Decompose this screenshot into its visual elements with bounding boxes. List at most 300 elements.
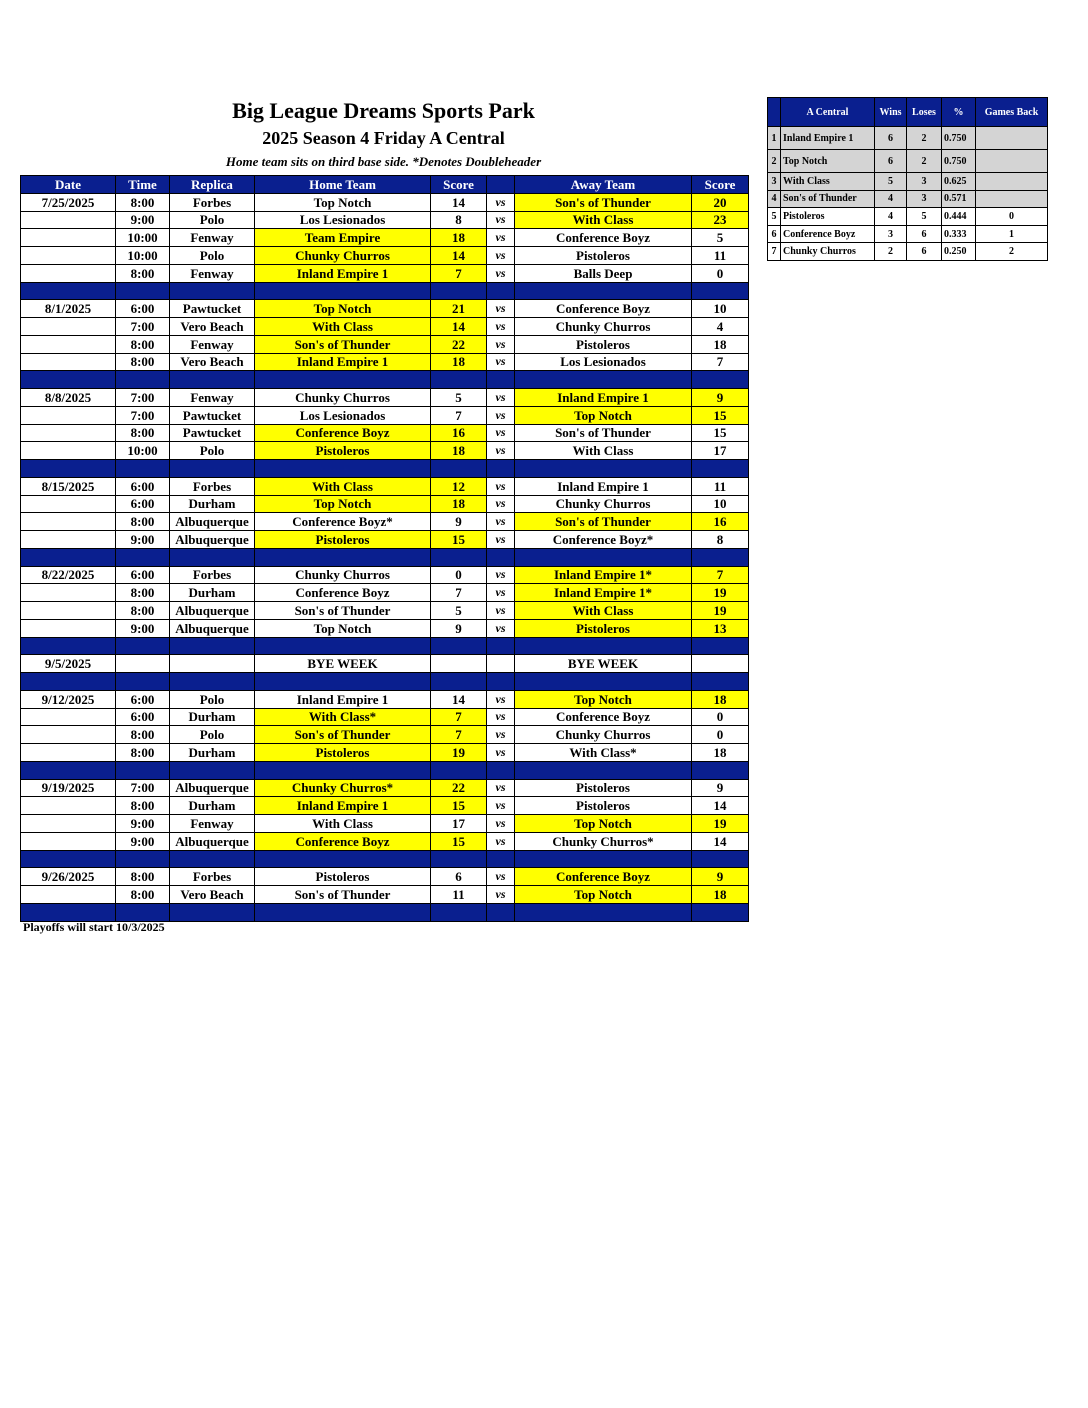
game-date: 8/8/2025: [21, 389, 116, 407]
game-row: [21, 477, 749, 495]
home-team: Top Notch: [255, 495, 431, 513]
home-score: 7: [431, 726, 487, 744]
standings-games-back: [976, 127, 1048, 150]
separator-cell: [515, 371, 692, 389]
separator-cell: [255, 637, 431, 655]
separator-cell: [431, 637, 487, 655]
standings-team: Son's of Thunder: [781, 190, 875, 208]
game-field: Fenway: [170, 229, 255, 247]
game-date: [21, 353, 116, 371]
home-score: 18: [431, 495, 487, 513]
vs-label: vs: [487, 247, 515, 265]
standings-col-loses: Loses: [907, 98, 942, 127]
week-separator-row: [21, 761, 749, 779]
vs-label: vs: [487, 779, 515, 797]
schedule-body: [21, 193, 749, 921]
game-row: [21, 513, 749, 531]
game-field: Forbes: [170, 477, 255, 495]
game-date: [21, 406, 116, 424]
away-score: 18: [692, 744, 749, 762]
standings-wins: 5: [875, 173, 907, 191]
game-date: [21, 584, 116, 602]
standings-games-back: 1: [976, 225, 1048, 243]
standings-col-pct: %: [942, 98, 976, 127]
home-team: Pistoleros: [255, 744, 431, 762]
game-field: Durham: [170, 584, 255, 602]
standings-pct: 0.333: [942, 225, 976, 243]
separator-cell: [431, 282, 487, 300]
game-date: 8/1/2025: [21, 300, 116, 318]
home-score: 14: [431, 690, 487, 708]
standings-row: [768, 190, 1048, 208]
away-team: Top Notch: [515, 690, 692, 708]
standings-col-games-back: Games Back: [976, 98, 1048, 127]
game-row: [21, 211, 749, 229]
game-row: [21, 264, 749, 282]
game-row: [21, 495, 749, 513]
col-vs: [487, 176, 515, 194]
week-separator-row: [21, 850, 749, 868]
game-field: Forbes: [170, 566, 255, 584]
home-team: With Class: [255, 477, 431, 495]
separator-cell: [431, 371, 487, 389]
home-score: 16: [431, 424, 487, 442]
away-team: BYE WEEK: [515, 655, 692, 673]
separator-cell: [487, 282, 515, 300]
away-team: Pistoleros: [515, 247, 692, 265]
home-team: Pistoleros: [255, 531, 431, 549]
separator-cell: [515, 637, 692, 655]
vs-label: vs: [487, 477, 515, 495]
home-score: 6: [431, 868, 487, 886]
away-score: 11: [692, 247, 749, 265]
game-row: [21, 229, 749, 247]
standings-team: Pistoleros: [781, 208, 875, 226]
game-field: Albuquerque: [170, 832, 255, 850]
away-team: With Class*: [515, 744, 692, 762]
game-field: Durham: [170, 495, 255, 513]
vs-label: vs: [487, 708, 515, 726]
game-time: 10:00: [116, 442, 170, 460]
separator-cell: [21, 548, 116, 566]
home-score: 14: [431, 193, 487, 211]
game-field: Polo: [170, 211, 255, 229]
away-score: 14: [692, 832, 749, 850]
vs-label: vs: [487, 584, 515, 602]
game-date: [21, 744, 116, 762]
game-time: 8:00: [116, 513, 170, 531]
standings-games-back: 0: [976, 208, 1048, 226]
home-score: 14: [431, 318, 487, 336]
away-score: 16: [692, 513, 749, 531]
game-row: [21, 797, 749, 815]
separator-cell: [515, 903, 692, 921]
vs-label: vs: [487, 690, 515, 708]
standings-rank: 5: [768, 208, 781, 226]
standings-team: With Class: [781, 173, 875, 191]
standings-games-back: [976, 190, 1048, 208]
game-date: 8/22/2025: [21, 566, 116, 584]
separator-cell: [116, 761, 170, 779]
standings-pct: 0.250: [942, 243, 976, 261]
separator-cell: [255, 673, 431, 691]
game-time: 8:00: [116, 886, 170, 904]
standings-rank: 4: [768, 190, 781, 208]
away-team: With Class: [515, 211, 692, 229]
standings-loses: 6: [907, 243, 942, 261]
vs-label: vs: [487, 193, 515, 211]
away-team: Inland Empire 1*: [515, 566, 692, 584]
week-separator-row: [21, 460, 749, 478]
standings-pct: 0.750: [942, 150, 976, 173]
page-title: Big League Dreams Sports Park: [232, 98, 535, 123]
game-row: [21, 247, 749, 265]
game-date: [21, 424, 116, 442]
home-score: 5: [431, 602, 487, 620]
separator-cell: [487, 637, 515, 655]
game-time: 8:00: [116, 744, 170, 762]
game-row: [21, 602, 749, 620]
away-team: Son's of Thunder: [515, 513, 692, 531]
away-team: With Class: [515, 442, 692, 460]
separator-cell: [116, 548, 170, 566]
separator-cell: [431, 850, 487, 868]
game-row: [21, 832, 749, 850]
home-score: 19: [431, 744, 487, 762]
standings-team: Inland Empire 1: [781, 127, 875, 150]
vs-label: vs: [487, 353, 515, 371]
game-time: 8:00: [116, 353, 170, 371]
separator-cell: [487, 673, 515, 691]
bye-week-row: [21, 655, 749, 673]
home-team: Conference Boyz: [255, 584, 431, 602]
game-date: [21, 264, 116, 282]
away-score: 9: [692, 868, 749, 886]
separator-cell: [692, 761, 749, 779]
game-field: Fenway: [170, 264, 255, 282]
vs-label: vs: [487, 406, 515, 424]
game-date: [21, 886, 116, 904]
game-field: Vero Beach: [170, 886, 255, 904]
separator-cell: [170, 850, 255, 868]
home-score: 8: [431, 211, 487, 229]
home-team: BYE WEEK: [255, 655, 431, 673]
game-date: 9/12/2025: [21, 690, 116, 708]
standings-rank: 6: [768, 225, 781, 243]
game-row: [21, 815, 749, 833]
game-time: 7:00: [116, 406, 170, 424]
home-team: Conference Boyz: [255, 832, 431, 850]
away-score: 19: [692, 815, 749, 833]
vs-label: vs: [487, 389, 515, 407]
col-time: Time: [116, 176, 170, 194]
home-score: 7: [431, 584, 487, 602]
game-date: [21, 531, 116, 549]
game-time: 6:00: [116, 708, 170, 726]
game-field: Durham: [170, 708, 255, 726]
vs-label: vs: [487, 602, 515, 620]
standings-col-wins: Wins: [875, 98, 907, 127]
away-team: Pistoleros: [515, 797, 692, 815]
separator-cell: [116, 282, 170, 300]
away-score: 18: [692, 886, 749, 904]
home-score: 0: [431, 566, 487, 584]
game-time: 8:00: [116, 335, 170, 353]
home-team: Conference Boyz*: [255, 513, 431, 531]
separator-cell: [487, 850, 515, 868]
away-score: 4: [692, 318, 749, 336]
separator-cell: [116, 903, 170, 921]
vs-label: vs: [487, 744, 515, 762]
game-time: 9:00: [116, 619, 170, 637]
away-score: 7: [692, 353, 749, 371]
standings-wins: 4: [875, 190, 907, 208]
away-score: 13: [692, 619, 749, 637]
away-score: 18: [692, 690, 749, 708]
away-score: 9: [692, 779, 749, 797]
home-team: Top Notch: [255, 619, 431, 637]
away-team: Conference Boyz: [515, 708, 692, 726]
separator-cell: [431, 460, 487, 478]
vs-label: vs: [487, 797, 515, 815]
game-field: Durham: [170, 797, 255, 815]
vs-label: vs: [487, 442, 515, 460]
vs-label: vs: [487, 566, 515, 584]
game-time: 7:00: [116, 318, 170, 336]
away-team: Top Notch: [515, 815, 692, 833]
separator-cell: [170, 371, 255, 389]
separator-cell: [170, 460, 255, 478]
game-field: Polo: [170, 247, 255, 265]
game-date: 9/26/2025: [21, 868, 116, 886]
game-row: [21, 300, 749, 318]
home-score: 18: [431, 442, 487, 460]
standings-team: Chunky Churros: [781, 243, 875, 261]
vs-label: vs: [487, 318, 515, 336]
game-date: [21, 442, 116, 460]
game-date: 9/5/2025: [21, 655, 116, 673]
game-time: 6:00: [116, 566, 170, 584]
standings-col-rank: [768, 98, 781, 127]
home-score: 15: [431, 797, 487, 815]
home-score: 9: [431, 619, 487, 637]
game-time: 7:00: [116, 779, 170, 797]
game-time: 8:00: [116, 868, 170, 886]
home-team: With Class*: [255, 708, 431, 726]
game-time: 8:00: [116, 797, 170, 815]
schedule-header-row: [21, 176, 749, 194]
game-date: [21, 318, 116, 336]
vs-label: vs: [487, 211, 515, 229]
week-separator-row: [21, 548, 749, 566]
standings-games-back: [976, 150, 1048, 173]
game-row: [21, 193, 749, 211]
game-date: [21, 247, 116, 265]
away-score: 0: [692, 708, 749, 726]
standings-body: [768, 127, 1048, 261]
game-field: Polo: [170, 690, 255, 708]
separator-cell: [487, 460, 515, 478]
home-team: Pistoleros: [255, 868, 431, 886]
game-field: Polo: [170, 442, 255, 460]
standings-team: Conference Boyz: [781, 225, 875, 243]
separator-cell: [170, 637, 255, 655]
game-row: [21, 424, 749, 442]
home-team: Inland Empire 1: [255, 264, 431, 282]
game-date: 7/25/2025: [21, 193, 116, 211]
home-score: 15: [431, 832, 487, 850]
game-row: [21, 406, 749, 424]
away-team: Pistoleros: [515, 619, 692, 637]
col-away-score: Score: [692, 176, 749, 194]
separator-cell: [170, 761, 255, 779]
home-score: 12: [431, 477, 487, 495]
schedule-table: [20, 175, 749, 922]
standings-wins: 6: [875, 150, 907, 173]
away-team: Top Notch: [515, 886, 692, 904]
game-field: Vero Beach: [170, 353, 255, 371]
separator-cell: [21, 761, 116, 779]
game-field: Albuquerque: [170, 779, 255, 797]
game-row: [21, 886, 749, 904]
game-field: Fenway: [170, 335, 255, 353]
standings-row: [768, 225, 1048, 243]
vs-label: vs: [487, 619, 515, 637]
standings-col-team: A Central: [781, 98, 875, 127]
game-field: Pawtucket: [170, 424, 255, 442]
separator-cell: [255, 761, 431, 779]
away-team: Inland Empire 1: [515, 477, 692, 495]
game-date: [21, 211, 116, 229]
home-score: 18: [431, 353, 487, 371]
game-field: Pawtucket: [170, 300, 255, 318]
away-score: 7: [692, 566, 749, 584]
game-row: [21, 318, 749, 336]
separator-cell: [170, 673, 255, 691]
separator-cell: [255, 371, 431, 389]
away-team: Conference Boyz: [515, 868, 692, 886]
game-date: [21, 797, 116, 815]
game-time: 8:00: [116, 424, 170, 442]
vs-label: vs: [487, 229, 515, 247]
standings-games-back: 2: [976, 243, 1048, 261]
game-row: [21, 726, 749, 744]
game-time: 9:00: [116, 832, 170, 850]
home-score: 14: [431, 247, 487, 265]
away-score: 18: [692, 335, 749, 353]
away-score: 8: [692, 531, 749, 549]
home-team: Chunky Churros: [255, 247, 431, 265]
home-team: With Class: [255, 318, 431, 336]
standings-rank: 2: [768, 150, 781, 173]
standings-games-back: [976, 173, 1048, 191]
home-team: Inland Empire 1: [255, 353, 431, 371]
standings-pct: 0.444: [942, 208, 976, 226]
game-row: [21, 353, 749, 371]
standings-rank: 1: [768, 127, 781, 150]
game-date: [21, 495, 116, 513]
home-team: Conference Boyz: [255, 424, 431, 442]
separator-cell: [21, 282, 116, 300]
game-time: 8:00: [116, 602, 170, 620]
home-team: Los Lesionados: [255, 211, 431, 229]
separator-cell: [21, 637, 116, 655]
vs-label: [487, 655, 515, 673]
separator-cell: [21, 371, 116, 389]
away-team: Chunky Churros: [515, 318, 692, 336]
col-home-team: Home Team: [255, 176, 431, 194]
away-score: 15: [692, 424, 749, 442]
game-row: [21, 335, 749, 353]
away-score: 19: [692, 584, 749, 602]
away-team: With Class: [515, 602, 692, 620]
separator-cell: [21, 673, 116, 691]
separator-cell: [21, 903, 116, 921]
separator-cell: [487, 371, 515, 389]
game-date: [21, 832, 116, 850]
game-time: 10:00: [116, 247, 170, 265]
separator-cell: [170, 548, 255, 566]
game-field: Albuquerque: [170, 513, 255, 531]
col-home-score: Score: [431, 176, 487, 194]
away-team: Inland Empire 1: [515, 389, 692, 407]
standings-pct: 0.625: [942, 173, 976, 191]
standings-rank: 3: [768, 173, 781, 191]
standings-row: [768, 243, 1048, 261]
separator-cell: [692, 673, 749, 691]
game-time: 9:00: [116, 211, 170, 229]
away-team: Son's of Thunder: [515, 424, 692, 442]
game-row: [21, 779, 749, 797]
standings-team: Top Notch: [781, 150, 875, 173]
home-team: Chunky Churros: [255, 389, 431, 407]
separator-cell: [515, 282, 692, 300]
game-field: Fenway: [170, 815, 255, 833]
standings-loses: 2: [907, 127, 942, 150]
standings-header-row: [768, 98, 1048, 127]
away-team: Conference Boyz*: [515, 531, 692, 549]
game-date: [21, 229, 116, 247]
separator-cell: [487, 761, 515, 779]
standings-wins: 6: [875, 127, 907, 150]
away-score: 23: [692, 211, 749, 229]
away-team: Balls Deep: [515, 264, 692, 282]
separator-cell: [255, 850, 431, 868]
game-time: 6:00: [116, 690, 170, 708]
home-score: 9: [431, 513, 487, 531]
standings-loses: 6: [907, 225, 942, 243]
away-team: Los Lesionados: [515, 353, 692, 371]
week-separator-row: [21, 673, 749, 691]
away-team: Pistoleros: [515, 779, 692, 797]
separator-cell: [431, 761, 487, 779]
away-team: Top Notch: [515, 406, 692, 424]
separator-cell: [255, 548, 431, 566]
home-score: [431, 655, 487, 673]
separator-cell: [255, 903, 431, 921]
away-team: Inland Empire 1*: [515, 584, 692, 602]
vs-label: vs: [487, 886, 515, 904]
standings-loses: 5: [907, 208, 942, 226]
separator-cell: [515, 548, 692, 566]
home-team: Inland Empire 1: [255, 797, 431, 815]
home-team: Team Empire: [255, 229, 431, 247]
separator-cell: [692, 548, 749, 566]
separator-cell: [431, 903, 487, 921]
game-row: [21, 619, 749, 637]
home-score: 7: [431, 708, 487, 726]
home-score: 15: [431, 531, 487, 549]
